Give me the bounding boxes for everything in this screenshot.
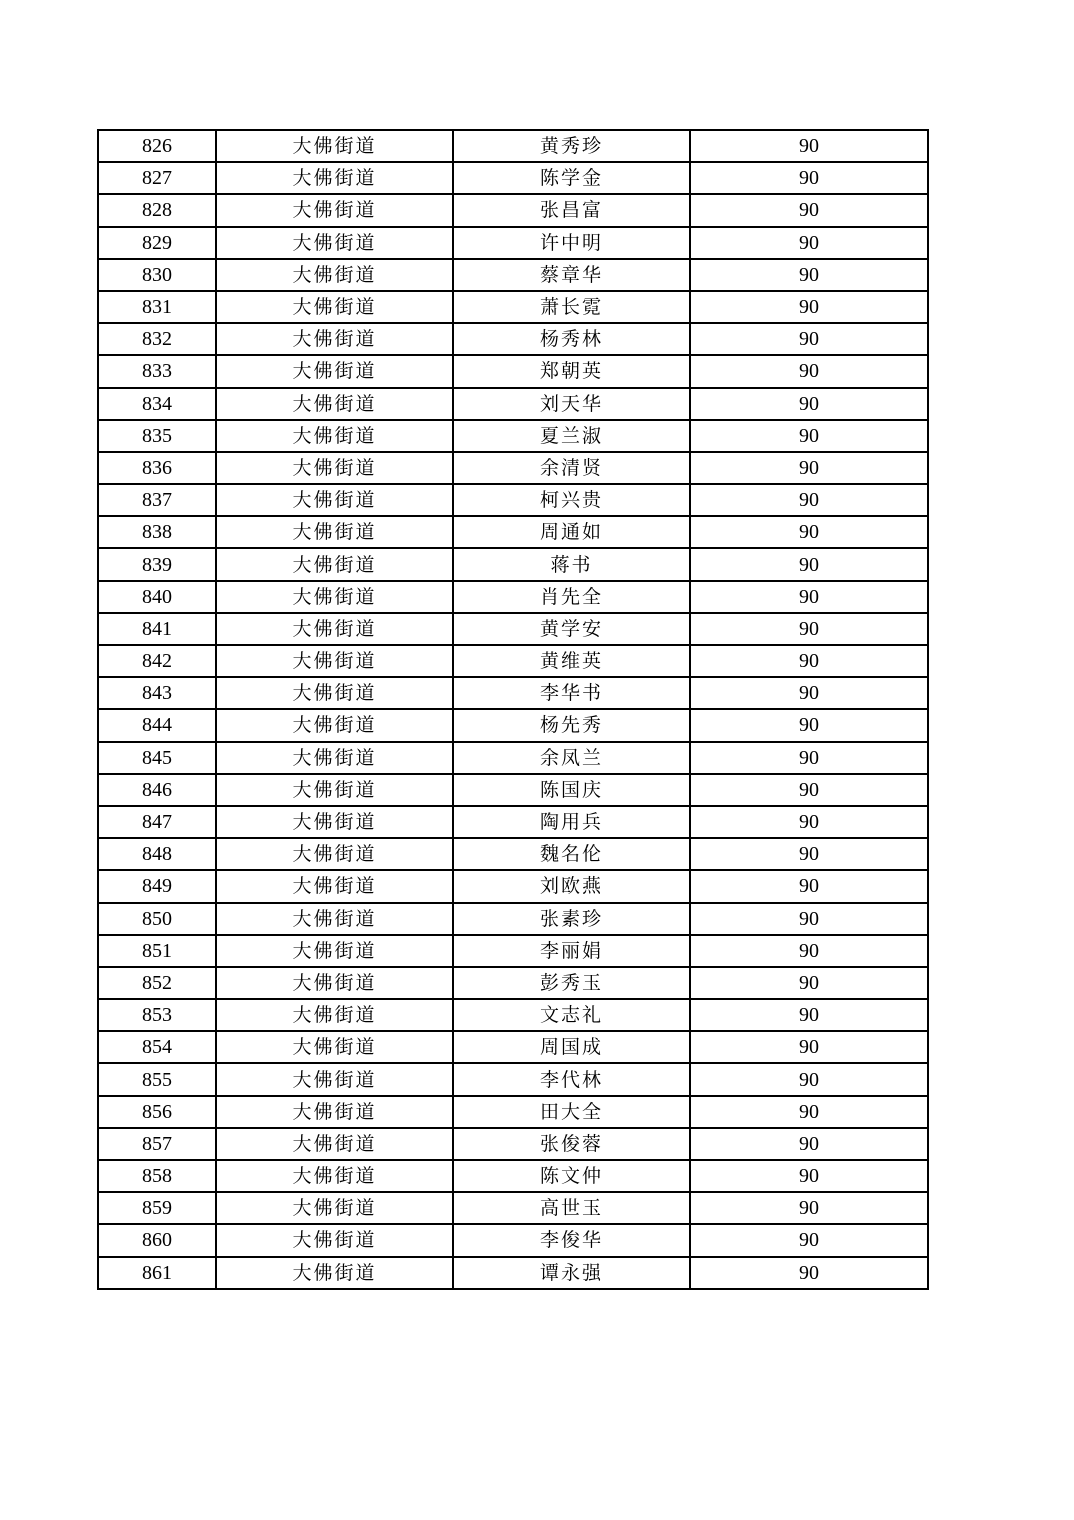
name-cell: 黄秀珍 — [453, 130, 690, 162]
district-cell: 大佛街道 — [216, 259, 453, 291]
table-row — [98, 484, 928, 516]
table-row — [98, 355, 928, 387]
district-cell: 大佛街道 — [216, 1031, 453, 1063]
value-cell: 90 — [690, 548, 928, 580]
table-row — [98, 516, 928, 548]
value-cell: 90 — [690, 484, 928, 516]
district-cell: 大佛街道 — [216, 742, 453, 774]
table-row — [98, 806, 928, 838]
value-cell: 90 — [690, 194, 928, 226]
name-cell: 肖先全 — [453, 581, 690, 613]
name-cell: 柯兴贵 — [453, 484, 690, 516]
name-cell: 陈国庆 — [453, 774, 690, 806]
name-cell: 张素珍 — [453, 903, 690, 935]
value-cell: 90 — [690, 1063, 928, 1095]
row-number-cell: 846 — [98, 774, 216, 806]
table-row — [98, 742, 928, 774]
row-number-cell: 845 — [98, 742, 216, 774]
name-cell: 陶用兵 — [453, 806, 690, 838]
name-cell: 郑朝英 — [453, 355, 690, 387]
row-number-cell: 856 — [98, 1096, 216, 1128]
name-cell: 蔡章华 — [453, 259, 690, 291]
row-number-cell: 839 — [98, 548, 216, 580]
value-cell: 90 — [690, 742, 928, 774]
district-cell: 大佛街道 — [216, 130, 453, 162]
row-number-cell: 855 — [98, 1063, 216, 1095]
district-cell: 大佛街道 — [216, 484, 453, 516]
name-cell: 刘天华 — [453, 388, 690, 420]
row-number-cell: 833 — [98, 355, 216, 387]
value-cell: 90 — [690, 806, 928, 838]
row-number-cell: 838 — [98, 516, 216, 548]
table-row — [98, 323, 928, 355]
name-cell: 田大全 — [453, 1096, 690, 1128]
row-number-cell: 827 — [98, 162, 216, 194]
value-cell: 90 — [690, 1224, 928, 1256]
table-row — [98, 645, 928, 677]
name-cell: 文志礼 — [453, 999, 690, 1031]
district-cell: 大佛街道 — [216, 935, 453, 967]
row-number-cell: 832 — [98, 323, 216, 355]
row-number-cell: 852 — [98, 967, 216, 999]
roster-table — [97, 129, 929, 1290]
table-row — [98, 1096, 928, 1128]
table-row — [98, 838, 928, 870]
name-cell: 陈学金 — [453, 162, 690, 194]
value-cell: 90 — [690, 645, 928, 677]
district-cell: 大佛街道 — [216, 967, 453, 999]
district-cell: 大佛街道 — [216, 1096, 453, 1128]
district-cell: 大佛街道 — [216, 1063, 453, 1095]
table-row — [98, 1031, 928, 1063]
name-cell: 刘欧燕 — [453, 870, 690, 902]
name-cell: 周通如 — [453, 516, 690, 548]
district-cell: 大佛街道 — [216, 323, 453, 355]
name-cell: 陈文仲 — [453, 1160, 690, 1192]
table-row — [98, 903, 928, 935]
district-cell: 大佛街道 — [216, 1192, 453, 1224]
table-row — [98, 194, 928, 226]
district-cell: 大佛街道 — [216, 420, 453, 452]
row-number-cell: 836 — [98, 452, 216, 484]
district-cell: 大佛街道 — [216, 870, 453, 902]
value-cell: 90 — [690, 355, 928, 387]
value-cell: 90 — [690, 999, 928, 1031]
value-cell: 90 — [690, 452, 928, 484]
name-cell: 杨先秀 — [453, 709, 690, 741]
name-cell: 高世玉 — [453, 1192, 690, 1224]
district-cell: 大佛街道 — [216, 516, 453, 548]
value-cell: 90 — [690, 323, 928, 355]
value-cell: 90 — [690, 1031, 928, 1063]
district-cell: 大佛街道 — [216, 1224, 453, 1256]
district-cell: 大佛街道 — [216, 709, 453, 741]
value-cell: 90 — [690, 838, 928, 870]
district-cell: 大佛街道 — [216, 291, 453, 323]
row-number-cell: 859 — [98, 1192, 216, 1224]
value-cell: 90 — [690, 130, 928, 162]
table-row — [98, 1257, 928, 1289]
value-cell: 90 — [690, 1257, 928, 1289]
table-row — [98, 1192, 928, 1224]
name-cell: 黄学安 — [453, 613, 690, 645]
roster-table-body — [98, 130, 928, 1289]
name-cell: 蒋书 — [453, 548, 690, 580]
row-number-cell: 840 — [98, 581, 216, 613]
value-cell: 90 — [690, 1096, 928, 1128]
value-cell: 90 — [690, 291, 928, 323]
row-number-cell: 847 — [98, 806, 216, 838]
table-row — [98, 1160, 928, 1192]
row-number-cell: 850 — [98, 903, 216, 935]
district-cell: 大佛街道 — [216, 581, 453, 613]
row-number-cell: 835 — [98, 420, 216, 452]
value-cell: 90 — [690, 1128, 928, 1160]
table-row — [98, 613, 928, 645]
value-cell: 90 — [690, 162, 928, 194]
row-number-cell: 841 — [98, 613, 216, 645]
name-cell: 萧长霓 — [453, 291, 690, 323]
table-row — [98, 870, 928, 902]
district-cell: 大佛街道 — [216, 1257, 453, 1289]
row-number-cell: 831 — [98, 291, 216, 323]
table-row — [98, 1063, 928, 1095]
value-cell: 90 — [690, 709, 928, 741]
value-cell: 90 — [690, 613, 928, 645]
table-row — [98, 935, 928, 967]
name-cell: 余凤兰 — [453, 742, 690, 774]
district-cell: 大佛街道 — [216, 806, 453, 838]
row-number-cell: 848 — [98, 838, 216, 870]
name-cell: 黄维英 — [453, 645, 690, 677]
value-cell: 90 — [690, 227, 928, 259]
table-row — [98, 999, 928, 1031]
row-number-cell: 854 — [98, 1031, 216, 1063]
district-cell: 大佛街道 — [216, 227, 453, 259]
name-cell: 许中明 — [453, 227, 690, 259]
district-cell: 大佛街道 — [216, 452, 453, 484]
value-cell: 90 — [690, 935, 928, 967]
table-row — [98, 1224, 928, 1256]
table-row — [98, 709, 928, 741]
name-cell: 张昌富 — [453, 194, 690, 226]
value-cell: 90 — [690, 581, 928, 613]
district-cell: 大佛街道 — [216, 774, 453, 806]
name-cell: 李华书 — [453, 677, 690, 709]
row-number-cell: 844 — [98, 709, 216, 741]
table-row — [98, 677, 928, 709]
table-row — [98, 548, 928, 580]
row-number-cell: 842 — [98, 645, 216, 677]
district-cell: 大佛街道 — [216, 548, 453, 580]
table-row — [98, 420, 928, 452]
table-row — [98, 388, 928, 420]
district-cell: 大佛街道 — [216, 1160, 453, 1192]
table-row — [98, 967, 928, 999]
value-cell: 90 — [690, 967, 928, 999]
row-number-cell: 834 — [98, 388, 216, 420]
row-number-cell: 849 — [98, 870, 216, 902]
value-cell: 90 — [690, 774, 928, 806]
row-number-cell: 829 — [98, 227, 216, 259]
value-cell: 90 — [690, 1160, 928, 1192]
row-number-cell: 826 — [98, 130, 216, 162]
name-cell: 李俊华 — [453, 1224, 690, 1256]
value-cell: 90 — [690, 388, 928, 420]
row-number-cell: 860 — [98, 1224, 216, 1256]
row-number-cell: 828 — [98, 194, 216, 226]
value-cell: 90 — [690, 677, 928, 709]
row-number-cell: 843 — [98, 677, 216, 709]
name-cell: 周国成 — [453, 1031, 690, 1063]
name-cell: 魏名伦 — [453, 838, 690, 870]
row-number-cell: 853 — [98, 999, 216, 1031]
district-cell: 大佛街道 — [216, 903, 453, 935]
row-number-cell: 857 — [98, 1128, 216, 1160]
value-cell: 90 — [690, 870, 928, 902]
name-cell: 谭永强 — [453, 1257, 690, 1289]
district-cell: 大佛街道 — [216, 645, 453, 677]
district-cell: 大佛街道 — [216, 999, 453, 1031]
value-cell: 90 — [690, 903, 928, 935]
table-row — [98, 227, 928, 259]
district-cell: 大佛街道 — [216, 355, 453, 387]
name-cell: 李代林 — [453, 1063, 690, 1095]
table-row — [98, 162, 928, 194]
name-cell: 彭秀玉 — [453, 967, 690, 999]
table-row — [98, 774, 928, 806]
value-cell: 90 — [690, 420, 928, 452]
table-row — [98, 259, 928, 291]
district-cell: 大佛街道 — [216, 194, 453, 226]
name-cell: 余清贤 — [453, 452, 690, 484]
row-number-cell: 851 — [98, 935, 216, 967]
row-number-cell: 837 — [98, 484, 216, 516]
table-row — [98, 581, 928, 613]
district-cell: 大佛街道 — [216, 677, 453, 709]
value-cell: 90 — [690, 259, 928, 291]
district-cell: 大佛街道 — [216, 613, 453, 645]
name-cell: 李丽娟 — [453, 935, 690, 967]
row-number-cell: 861 — [98, 1257, 216, 1289]
name-cell: 张俊蓉 — [453, 1128, 690, 1160]
district-cell: 大佛街道 — [216, 388, 453, 420]
district-cell: 大佛街道 — [216, 838, 453, 870]
value-cell: 90 — [690, 516, 928, 548]
table-row — [98, 1128, 928, 1160]
value-cell: 90 — [690, 1192, 928, 1224]
table-row — [98, 130, 928, 162]
row-number-cell: 858 — [98, 1160, 216, 1192]
district-cell: 大佛街道 — [216, 1128, 453, 1160]
district-cell: 大佛街道 — [216, 162, 453, 194]
name-cell: 杨秀林 — [453, 323, 690, 355]
row-number-cell: 830 — [98, 259, 216, 291]
name-cell: 夏兰淑 — [453, 420, 690, 452]
table-row — [98, 452, 928, 484]
table-row — [98, 291, 928, 323]
